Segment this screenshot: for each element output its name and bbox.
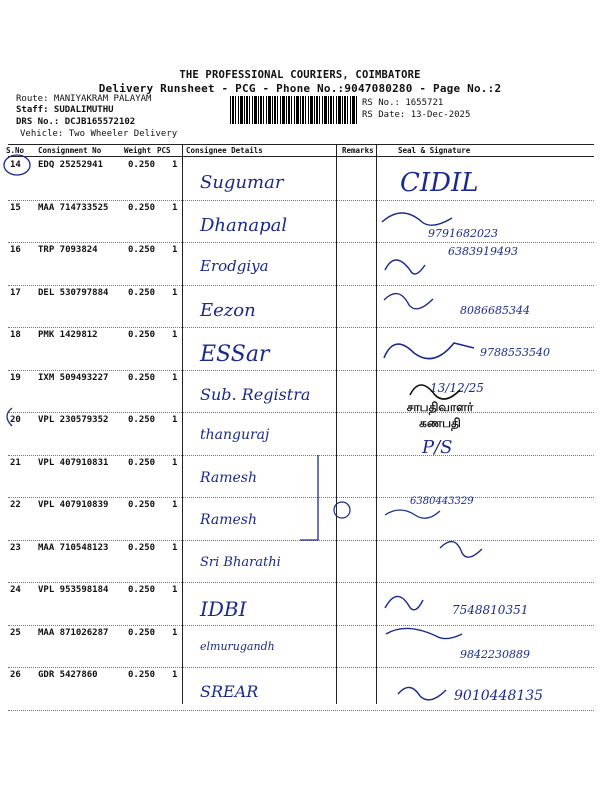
- col-seal: Seal & Signature: [398, 146, 471, 155]
- signature-15: [382, 213, 452, 225]
- row-weight: 0.250: [128, 372, 156, 383]
- row-sno: 21: [10, 457, 21, 468]
- vehicle-label: Vehicle: Two Wheeler Delivery: [20, 129, 178, 139]
- row-weight: 0.250: [128, 330, 156, 340]
- row-consignee-handwriting: thanguraj: [200, 427, 270, 443]
- row-seal-signature: 9788553540: [480, 346, 550, 359]
- row-weight: 0.250: [128, 415, 156, 425]
- row-sno: 15: [10, 202, 21, 213]
- row-consignee-handwriting: Erodgiya: [200, 257, 269, 275]
- row-seal-signature: 9842230889: [460, 647, 530, 661]
- bracket-mark: [300, 455, 318, 540]
- row-consignment: VPL 407910831: [38, 457, 109, 468]
- row-sno: 18: [10, 330, 21, 340]
- row-seal-signature: 13/12/25: [430, 380, 484, 395]
- signature-24: [385, 596, 423, 609]
- row-sno: 19: [10, 372, 21, 383]
- row-pcs: 1: [172, 245, 178, 255]
- signature-25: [386, 628, 462, 638]
- row-consignee-handwriting: Eezon: [200, 299, 256, 321]
- company-name: THE PROFESSIONAL COURIERS, COIMBATORE: [179, 69, 421, 81]
- rs-number: RS No.: 1655721: [362, 98, 444, 108]
- row-weight: 0.250: [128, 627, 156, 638]
- signature-22: [385, 510, 440, 518]
- row-pcs: 1: [172, 627, 178, 638]
- row-consignment: DEL 530797884: [38, 287, 109, 298]
- row-consignee-handwriting: Sub. Registra: [200, 384, 311, 404]
- row-pcs: 1: [172, 202, 178, 213]
- row-weight: 0.250: [128, 287, 156, 298]
- row-pcs: 1: [172, 542, 178, 553]
- sno-bracket-mark: [7, 408, 12, 426]
- stamp-line-1: சாபதிவாளர்: [406, 400, 474, 414]
- col-consignee: Consignee Details: [186, 146, 263, 155]
- signature-16: [385, 260, 425, 274]
- row-consignment: MAA 871026287: [38, 627, 109, 638]
- row-weight: 0.250: [128, 457, 156, 468]
- row-consignment: PMK 1429812: [38, 330, 98, 340]
- row-consignee-handwriting: SREAR: [200, 682, 259, 701]
- col-pcs: PCS: [157, 146, 171, 155]
- row-weight: 0.250: [128, 160, 156, 170]
- row-pcs: 1: [172, 372, 178, 383]
- row-pcs: 1: [172, 500, 178, 510]
- runsheet-title: Delivery Runsheet - PCG - Phone No.:9047080280 - Page No.:2: [98, 82, 502, 95]
- remark-circle-mark: [334, 502, 350, 518]
- row-consignment: IXM 509493227: [38, 372, 109, 383]
- staff-label: Staff: SUDALIMUTHU: [16, 105, 114, 115]
- signature-19: [410, 385, 460, 399]
- row-sno: 14: [10, 160, 21, 170]
- row-sno: 22: [10, 500, 21, 510]
- row-seal-signature: CIDIL: [400, 168, 479, 198]
- row-consignment: TRP 7093824: [38, 245, 98, 255]
- row-weight: 0.250: [128, 670, 156, 680]
- signature-23: [440, 542, 482, 558]
- row-consignee-handwriting: ESSar: [200, 342, 270, 367]
- row-consignment: VPL 953598184: [38, 585, 109, 595]
- row-seal-signature: 6383919493: [448, 245, 518, 258]
- row-consignment: MAA 710548123: [38, 542, 109, 553]
- row-pcs: 1: [172, 160, 178, 170]
- row-seal-signature: 7548810351: [452, 603, 529, 617]
- row-consignment: VPL 407910839: [38, 500, 109, 510]
- row-sno: 23: [10, 542, 21, 553]
- row-consignee-handwriting: Sugumar: [200, 172, 284, 193]
- row-weight: 0.250: [128, 585, 156, 595]
- row-weight: 0.250: [128, 500, 156, 510]
- route-label: Route: MANIYAKRAM PALAYAM: [16, 94, 152, 104]
- row-seal-signature: 8086685344: [460, 303, 530, 317]
- col-sno: S.No: [6, 146, 25, 155]
- row-pcs: 1: [172, 330, 178, 340]
- row-weight: 0.250: [128, 542, 156, 553]
- col-weight: Weight: [124, 146, 152, 155]
- row-pcs: 1: [172, 457, 178, 468]
- row-sno: 25: [10, 627, 21, 638]
- row-consignment: VPL 230579352: [38, 415, 109, 425]
- row-consignee-handwriting: Dhanapal: [200, 214, 288, 236]
- signature-17: [384, 294, 433, 309]
- drs-number: DRS No.: DCJB165572102: [16, 117, 136, 127]
- col-remarks: Remarks: [342, 146, 374, 155]
- row-weight: 0.250: [128, 245, 156, 255]
- row-consignee-handwriting: Sri Bharathi: [200, 554, 281, 570]
- row-seal-signature: P/S: [422, 437, 453, 458]
- signature-18: [384, 343, 474, 359]
- row-sno: 20: [10, 415, 21, 425]
- row-consignment: GDR 5427860: [38, 670, 98, 680]
- stamp-line-2: கணபதி: [419, 416, 461, 430]
- row-consignee-handwriting: elmurugandh: [200, 639, 275, 653]
- row-sno: 24: [10, 585, 21, 595]
- row-pcs: 1: [172, 287, 178, 298]
- sno-circle-mark: [4, 155, 30, 175]
- signature-26: [398, 687, 446, 699]
- row-sno: 16: [10, 245, 21, 255]
- row-consignee-handwriting: Ramesh: [200, 512, 257, 528]
- row-sno: 26: [10, 670, 21, 680]
- row-pcs: 1: [172, 585, 178, 595]
- row-pcs: 1: [172, 415, 178, 425]
- row-pcs: 1: [172, 670, 178, 680]
- row-seal-signature: 9010448135: [454, 688, 544, 704]
- row-sno: 17: [10, 287, 21, 298]
- row-consignment: EDQ 25252941: [38, 160, 104, 170]
- row-consignment: MAA 714733525: [38, 202, 109, 213]
- row-weight: 0.250: [128, 202, 156, 213]
- row-consignee-handwriting: Ramesh: [200, 469, 257, 486]
- col-consignment: Consignment No: [38, 146, 102, 155]
- row-consignee-handwriting: IDBI: [200, 597, 247, 621]
- row-seal-signature: 9791682023: [428, 226, 498, 240]
- rs-date: RS Date: 13-Dec-2025: [362, 110, 471, 120]
- row-seal-signature: 6380443329: [410, 496, 474, 507]
